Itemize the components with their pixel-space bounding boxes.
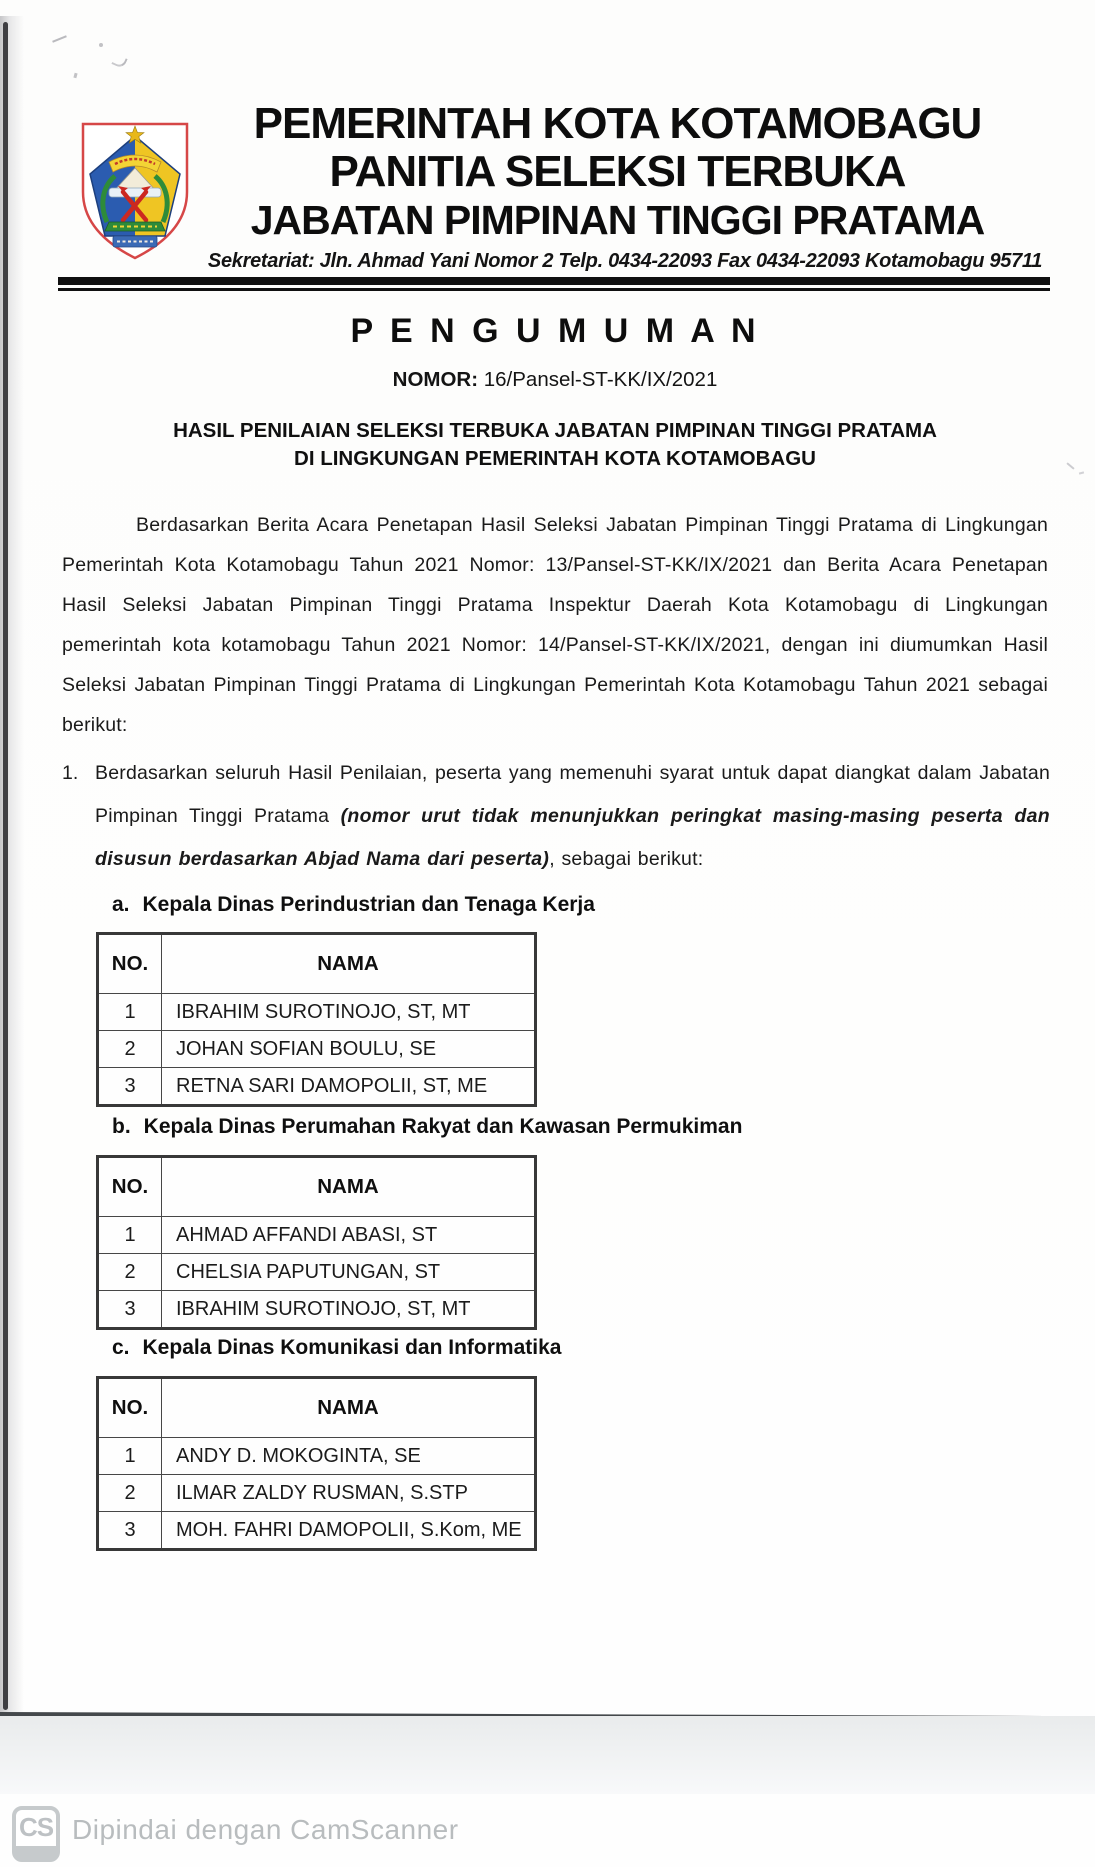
pencil-mark [73, 73, 77, 79]
table-row [98, 1475, 536, 1512]
table-header-row [98, 1378, 536, 1438]
row-number: 1 [98, 994, 162, 1031]
candidate-name: JOHAN SOFIAN BOULU, SE [162, 1031, 536, 1068]
col-header-nama: NAMA [162, 1378, 536, 1438]
item-text-after: , sebagai berikut: [549, 848, 704, 870]
camscanner-logo-text: CS [18, 1812, 54, 1842]
scan-left-edge-shadow [0, 16, 24, 1712]
row-number: 3 [98, 1068, 162, 1106]
announcement-title: P E N G U M U M A N [350, 312, 760, 350]
table-row [98, 1068, 536, 1106]
section-heading-c [112, 1336, 561, 1360]
item-text-emphasis: (nomor urut tidak menunjukkan peringkat masing-masing peserta dan disusun berdasarkan Abjad Nama dari peserta) [95, 805, 1050, 870]
candidate-name: IBRAHIM SUROTINOJO, ST, MT [162, 994, 536, 1031]
col-header-no: NO. [98, 934, 162, 994]
announcement-number-label: NOMOR: [392, 368, 479, 391]
table-perumahan-rakyat [96, 1155, 537, 1330]
col-header-no: NO. [98, 1378, 162, 1438]
table-row [98, 1254, 536, 1291]
row-number: 2 [98, 1475, 162, 1512]
letterhead-rule [58, 277, 1050, 291]
row-number: 2 [98, 1254, 162, 1291]
candidate-name: MOH. FAHRI DAMOPOLII, S.Kom, ME [162, 1512, 536, 1550]
pencil-mark [52, 35, 67, 42]
section-title: Kepala Dinas Komunikasi dan Informatika [142, 1336, 562, 1359]
pencil-mark [99, 43, 103, 47]
section-label: a. [112, 893, 130, 916]
section-heading-a [112, 893, 595, 917]
org-name-line1: PEMERINTAH KOTA KOTAMOBAGU [253, 99, 982, 148]
candidate-name: ILMAR ZALDY RUSMAN, S.STP [162, 1475, 536, 1512]
item-text [95, 752, 1050, 881]
opening-paragraph: Berdasarkan Berita Acara Penetapan Hasil Seleksi Jabatan Pimpinan Tinggi Pratama di Lingkungan Pemerintah Kota Kotamobagu Tahun 2021 Nomor: 13/Pansel-ST-KK/IX/2021 dan Berita Acara Penetapan Hasil Seleksi Jabatan Pimpinan Tinggi Pratama Inspektur Daerah Kota Kotamobagu di Lingkungan pemerintah kota kotamobagu Tahun 2021 Nomor: 14/Pansel-ST-KK/IX/2021, dengan ini diumumkan Hasil Seleksi Jabatan Pimpinan Tinggi Pratama di Lingkungan Pemerintah Kota Kotamobagu Tahun 2021 sebagai berikut: [62, 514, 1048, 736]
table-row [98, 1291, 536, 1329]
table-row [98, 1438, 536, 1475]
announcement-number [0, 368, 1095, 392]
col-header-nama: NAMA [162, 1157, 536, 1217]
letterhead [185, 100, 1050, 244]
announcement-subject-line2: DI LINGKUNGAN PEMERINTAH KOTA KOTAMOBAGU [294, 447, 816, 470]
camscanner-logo-icon [12, 1806, 60, 1862]
candidate-name: RETNA SARI DAMOPOLII, ST, ME [162, 1068, 536, 1106]
row-number: 1 [98, 1217, 162, 1254]
camscanner-watermark-text: Dipindai dengan CamScanner [72, 1814, 459, 1845]
col-header-nama: NAMA [162, 934, 536, 994]
section-title: Kepala Dinas Perumahan Rakyat dan Kawasan Permukiman [143, 1115, 743, 1138]
table-perindustrian-tenaga-kerja [96, 932, 537, 1107]
section-heading-b [112, 1115, 742, 1139]
kotamobagu-city-emblem-icon [73, 118, 197, 264]
table-row [98, 1512, 536, 1550]
item-number: 1. [62, 762, 79, 784]
pencil-mark [111, 54, 127, 69]
section-label: c. [112, 1336, 130, 1359]
candidate-name: CHELSIA PAPUTUNGAN, ST [162, 1254, 536, 1291]
table-header-row [98, 934, 536, 994]
scan-background-band [0, 1716, 1095, 1794]
row-number: 3 [98, 1291, 162, 1329]
row-number: 2 [98, 1031, 162, 1068]
row-number: 1 [98, 1438, 162, 1475]
table-row [98, 1217, 536, 1254]
candidate-name: IBRAHIM SUROTINOJO, ST, MT [162, 1291, 536, 1329]
section-label: b. [112, 1115, 131, 1138]
candidate-name: ANDY D. MOKOGINTA, SE [162, 1438, 536, 1475]
row-number: 3 [98, 1512, 162, 1550]
candidate-name: AHMAD AFFANDI ABASI, ST [162, 1217, 536, 1254]
col-header-no: NO. [98, 1157, 162, 1217]
announcement-number-value: 16/Pansel-ST-KK/IX/2021 [483, 368, 718, 391]
table-komunikasi-informatika [96, 1376, 537, 1551]
numbered-item-1 [62, 752, 1050, 881]
table-row [98, 994, 536, 1031]
table-row [98, 1031, 536, 1068]
announcement-subject-line1: HASIL PENILAIAN SELEKSI TERBUKA JABATAN PIMPINAN TINGGI PRATAMA [173, 419, 937, 442]
camscanner-logo-bar [15, 1846, 57, 1859]
pencil-mark [1079, 471, 1084, 474]
org-name-line3: JABATAN PIMPINAN TINGGI PRATAMA [250, 197, 985, 243]
secretariat-address: Sekretariat: Jln. Ahmad Yani Nomor 2 Telp. 0434-22093 Fax 0434-22093 Kotamobagu 95711 [207, 250, 1043, 272]
table-header-row [98, 1157, 536, 1217]
org-name-line2: PANITIA SELEKSI TERBUKA [329, 147, 906, 196]
item-text-normal: Berdasarkan seluruh Hasil Penilaian, peserta yang memenuhi syarat untuk dapat diangkat dalam Jabatan Pimpinan Tinggi Pratama [95, 762, 1050, 827]
section-title: Kepala Dinas Perindustrian dan Tenaga Kerja [142, 893, 595, 916]
